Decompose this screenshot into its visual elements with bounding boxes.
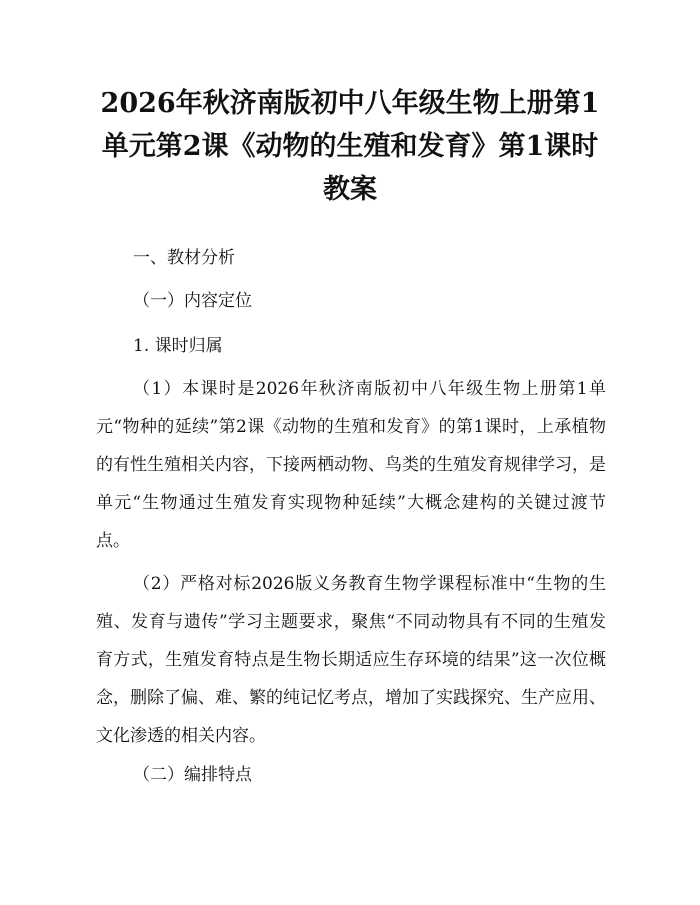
subsection-heading-layout-features: （二）编排特点 xyxy=(133,765,252,785)
document-title: 2026年秋济南版初中八年级生物上册第1单元第2课《动物的生殖和发育》第1课时教案 xyxy=(100,88,600,205)
paragraph-lesson-attribution: （1）本课时是2026年秋济南版初中八年级生物上册第1单元“物种的延续”第2课《动物的生殖和发育》的第1课时，上承植物的有性生殖相关内容，下接两栖动物、鸟类的生殖发育规律学习，是单元“生物通过生殖发育实现物种延续”大概念建构的关键过渡节点。 xyxy=(96,379,606,551)
section-heading-teaching-material-analysis: 一、教材分析 xyxy=(133,248,235,268)
item-heading-lesson-attribution: 1. 课时归属 xyxy=(133,336,223,356)
subsection-heading-content-positioning: （一）内容定位 xyxy=(133,291,252,311)
paragraph-curriculum-standard: （2）严格对标2026版义务教育生物学课程标准中“生物的生殖、发育与遗传”学习主题要求，聚焦“不同动物具有不同的生殖发育方式，生殖发育特点是生物长期适应生存环境的结果”这一次位概念，删除了偏、难、繁的纯记忆考点，增加了实践探究、生产应用、文化渗透的相关内容。 xyxy=(96,574,606,746)
